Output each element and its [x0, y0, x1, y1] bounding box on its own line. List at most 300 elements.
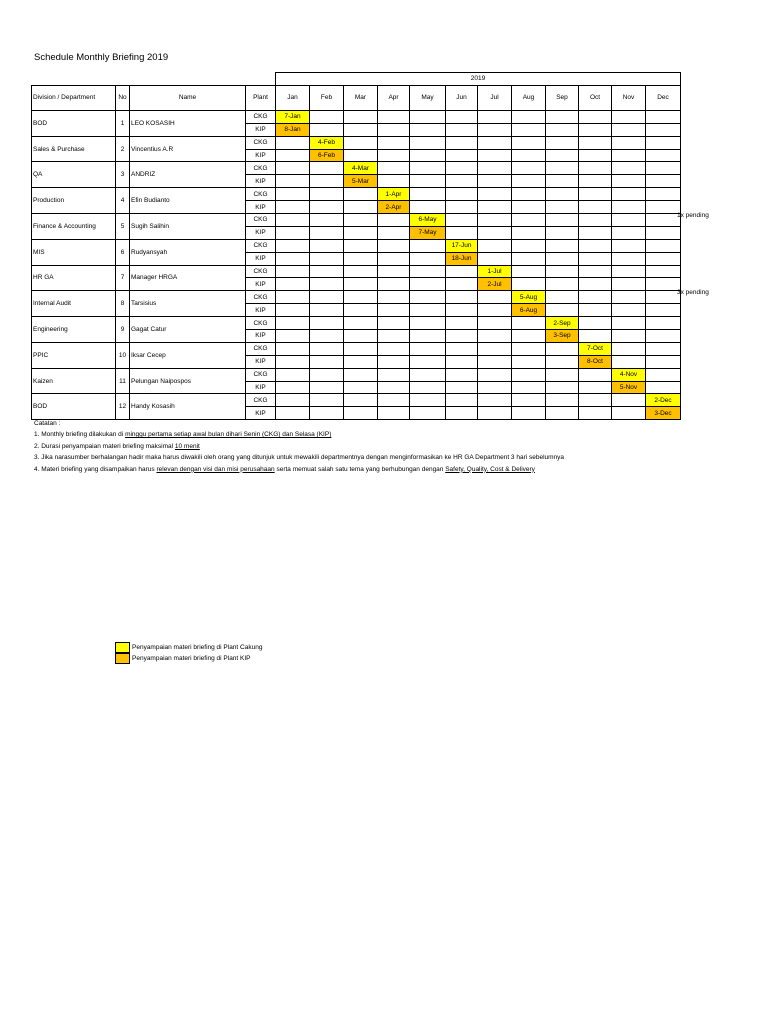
schedule-cell [276, 265, 310, 278]
schedule-cell [276, 355, 310, 368]
legend [115, 642, 262, 664]
plant-cell: CKG [246, 291, 276, 304]
schedule-cell [378, 394, 410, 407]
plant-cell: CKG [246, 188, 276, 201]
plant-cell: KIP [246, 407, 276, 420]
schedule-cell [612, 123, 646, 136]
schedule-cell [344, 342, 378, 355]
schedule-cell [546, 291, 579, 304]
header-month-jun: Jun [446, 85, 478, 110]
schedule-cell [478, 188, 512, 201]
schedule-cell [646, 291, 681, 304]
schedule-cell [579, 330, 612, 343]
schedule-date-kip: 7-May [410, 226, 446, 239]
division-cell: MIS [32, 239, 116, 265]
schedule-cell [646, 265, 681, 278]
schedule-cell [612, 265, 646, 278]
schedule-cell [478, 175, 512, 188]
name-cell: Pelungan Naipospos [130, 368, 246, 394]
no-cell: 5 [116, 214, 130, 240]
schedule-cell [579, 162, 612, 175]
schedule-cell [344, 368, 378, 381]
plant-cell: KIP [246, 149, 276, 162]
schedule-cell [276, 136, 310, 149]
schedule-cell [546, 175, 579, 188]
schedule-date-cng: 2-Dec [646, 394, 681, 407]
schedule-cell [410, 123, 446, 136]
schedule-cell [344, 291, 378, 304]
schedule-cell [579, 252, 612, 265]
schedule-date-kip: 3-Sep [546, 330, 579, 343]
schedule-cell [546, 265, 579, 278]
schedule-cell [378, 214, 410, 227]
schedule-cell [579, 368, 612, 381]
schedule-cell [646, 136, 681, 149]
schedule-cell [612, 330, 646, 343]
schedule-cell [478, 355, 512, 368]
schedule-date-kip: 8-Oct [579, 355, 612, 368]
schedule-cell [612, 110, 646, 123]
schedule-cell [446, 317, 478, 330]
plant-cell: CKG [246, 368, 276, 381]
schedule-cell [410, 201, 446, 214]
schedule-cell [446, 394, 478, 407]
schedule-cell [378, 291, 410, 304]
schedule-cell [410, 110, 446, 123]
schedule-cell [512, 381, 546, 394]
schedule-date-kip: 2-Apr [378, 201, 410, 214]
no-cell: 11 [116, 368, 130, 394]
division-cell: Kaizen [32, 368, 116, 394]
plant-cell: CKG [246, 110, 276, 123]
plant-cell: CKG [246, 317, 276, 330]
schedule-date-kip: 5-Nov [612, 381, 646, 394]
schedule-date-cng: 6-May [410, 214, 446, 227]
schedule-cell [310, 226, 344, 239]
header-month-oct: Oct [579, 85, 612, 110]
schedule-cell [276, 278, 310, 291]
schedule-cell [612, 188, 646, 201]
table-row [32, 136, 681, 149]
division-cell: Internal Audit [32, 291, 116, 317]
schedule-cell [478, 291, 512, 304]
legend-item-cng [115, 642, 262, 653]
schedule-cell [410, 330, 446, 343]
schedule-cell [646, 252, 681, 265]
schedule-cell [546, 162, 579, 175]
schedule-cell [276, 317, 310, 330]
schedule-cell [344, 394, 378, 407]
schedule-date-kip: 8-Jan [276, 123, 310, 136]
schedule-cell [612, 239, 646, 252]
schedule-cell [344, 239, 378, 252]
audit-pending-note: 3x pending [677, 289, 709, 296]
schedule-cell [546, 214, 579, 227]
header-month-aug: Aug [512, 85, 546, 110]
plant-cell: CKG [246, 265, 276, 278]
division-cell: BOD [32, 110, 116, 136]
schedule-cell [512, 136, 546, 149]
schedule-cell [546, 136, 579, 149]
schedule-cell [446, 136, 478, 149]
schedule-cell [378, 123, 410, 136]
schedule-date-cng: 1-Jul [478, 265, 512, 278]
schedule-cell [546, 149, 579, 162]
division-cell: Engineering [32, 317, 116, 343]
schedule-cell [478, 201, 512, 214]
schedule-cell [646, 278, 681, 291]
schedule-cell [310, 304, 344, 317]
schedule-cell [410, 278, 446, 291]
schedule-date-kip: 6-Feb [310, 149, 344, 162]
schedule-cell [344, 265, 378, 278]
schedule-cell [344, 278, 378, 291]
no-cell: 2 [116, 136, 130, 162]
schedule-cell [478, 317, 512, 330]
schedule-cell [512, 149, 546, 162]
name-cell: Efin Budianto [130, 188, 246, 214]
schedule-cell [410, 162, 446, 175]
schedule-date-cng: 17-Jun [446, 239, 478, 252]
schedule-cell [478, 304, 512, 317]
schedule-cell [612, 136, 646, 149]
header-spacer [32, 73, 276, 86]
schedule-cell [646, 201, 681, 214]
schedule-cell [410, 304, 446, 317]
schedule-cell [310, 291, 344, 304]
name-cell: Tarsisius [130, 291, 246, 317]
schedule-cell [446, 162, 478, 175]
schedule-cell [276, 226, 310, 239]
plant-cell: KIP [246, 175, 276, 188]
schedule-table [31, 72, 681, 420]
schedule-cell [344, 355, 378, 368]
schedule-cell [410, 317, 446, 330]
schedule-cell [478, 136, 512, 149]
schedule-cell [612, 214, 646, 227]
schedule-cell [446, 110, 478, 123]
no-cell: 4 [116, 188, 130, 214]
schedule-cell [344, 252, 378, 265]
schedule-cell [646, 188, 681, 201]
division-cell: Production [32, 188, 116, 214]
schedule-cell [512, 355, 546, 368]
schedule-cell [276, 188, 310, 201]
schedule-cell [378, 317, 410, 330]
schedule-cell [546, 239, 579, 252]
schedule-cell [646, 304, 681, 317]
schedule-cell [579, 304, 612, 317]
schedule-cell [344, 136, 378, 149]
schedule-cell [446, 149, 478, 162]
schedule-cell [646, 355, 681, 368]
schedule-cell [276, 175, 310, 188]
schedule-cell [310, 162, 344, 175]
schedule-cell [344, 214, 378, 227]
schedule-cell [512, 317, 546, 330]
plant-cell: KIP [246, 278, 276, 291]
schedule-cell [344, 317, 378, 330]
schedule-cell [310, 355, 344, 368]
schedule-date-cng: 5-Aug [512, 291, 546, 304]
schedule-cell [478, 330, 512, 343]
division-cell: QA [32, 162, 116, 188]
schedule-cell [310, 239, 344, 252]
schedule-cell [378, 304, 410, 317]
division-cell: HR GA [32, 265, 116, 291]
header-month-may: May [410, 85, 446, 110]
table-row [32, 394, 681, 407]
schedule-cell [478, 162, 512, 175]
schedule-cell [344, 149, 378, 162]
division-cell: Sales & Purchase [32, 136, 116, 162]
schedule-cell [310, 188, 344, 201]
schedule-cell [512, 239, 546, 252]
header-month-jan: Jan [276, 85, 310, 110]
schedule-body [32, 73, 681, 420]
schedule-cell [378, 226, 410, 239]
schedule-cell [512, 162, 546, 175]
schedule-cell [579, 226, 612, 239]
year-header: 2019 [276, 73, 681, 86]
schedule-cell [310, 214, 344, 227]
schedule-cell [579, 188, 612, 201]
plant-cell: CKG [246, 239, 276, 252]
division-cell: Finance & Accounting [32, 214, 116, 240]
schedule-cell [612, 175, 646, 188]
schedule-cell [546, 368, 579, 381]
schedule-cell [546, 278, 579, 291]
plant-cell: KIP [246, 355, 276, 368]
schedule-cell [276, 394, 310, 407]
schedule-cell [512, 214, 546, 227]
column-header-row [32, 85, 681, 110]
schedule-cell [512, 226, 546, 239]
name-cell: Handy Kosasih [130, 394, 246, 420]
schedule-cell [612, 317, 646, 330]
schedule-cell [512, 342, 546, 355]
notes-section [34, 418, 564, 475]
header-month-dec: Dec [646, 85, 681, 110]
schedule-cell [310, 201, 344, 214]
header-month-apr: Apr [378, 85, 410, 110]
schedule-cell [646, 123, 681, 136]
schedule-cell [446, 291, 478, 304]
name-cell: Manager HRGA [130, 265, 246, 291]
schedule-date-cng: 4-Feb [310, 136, 344, 149]
page-title: Schedule Monthly Briefing 2019 [34, 52, 169, 63]
schedule-cell [410, 136, 446, 149]
plant-cell: KIP [246, 304, 276, 317]
schedule-cell [446, 368, 478, 381]
schedule-cell [276, 330, 310, 343]
no-cell: 7 [116, 265, 130, 291]
schedule-cell [646, 342, 681, 355]
schedule-cell [546, 394, 579, 407]
schedule-cell [646, 330, 681, 343]
schedule-cell [410, 265, 446, 278]
schedule-cell [612, 149, 646, 162]
schedule-cell [579, 175, 612, 188]
schedule-cell [446, 201, 478, 214]
table-row [32, 110, 681, 123]
schedule-cell [310, 368, 344, 381]
schedule-cell [378, 342, 410, 355]
schedule-cell [478, 226, 512, 239]
schedule-cell [478, 214, 512, 227]
schedule-cell [446, 381, 478, 394]
plant-cell: CKG [246, 162, 276, 175]
schedule-cell [276, 252, 310, 265]
division-cell: PPIC [32, 342, 116, 368]
schedule-date-cng: 7-Jan [276, 110, 310, 123]
schedule-date-cng: 4-Mar [344, 162, 378, 175]
schedule-cell [310, 394, 344, 407]
schedule-cell [276, 201, 310, 214]
schedule-cell [579, 110, 612, 123]
no-cell: 3 [116, 162, 130, 188]
schedule-cell [612, 278, 646, 291]
schedule-cell [478, 239, 512, 252]
header-month-nov: Nov [612, 85, 646, 110]
schedule-cell [446, 265, 478, 278]
schedule-date-kip: 3-Dec [646, 407, 681, 420]
schedule-cell [276, 381, 310, 394]
schedule-date-kip: 18-Jun [446, 252, 478, 265]
table-row [32, 188, 681, 201]
header-month-feb: Feb [310, 85, 344, 110]
schedule-cell [378, 136, 410, 149]
note-3: 3. Jika narasumber berhalangan hadir maka harus diwakili oleh orang yang ditunjuk untuk mewakili departmentnya dengan menginformasikan ke HR GA Department 3 hari sebelumnya [34, 454, 565, 462]
schedule-cell [579, 239, 612, 252]
no-cell: 6 [116, 239, 130, 265]
table-row [32, 291, 681, 304]
schedule-cell [344, 226, 378, 239]
header-plant: Plant [246, 85, 276, 110]
schedule-cell [546, 201, 579, 214]
schedule-cell [378, 149, 410, 162]
plant-cell: CKG [246, 214, 276, 227]
schedule-cell [579, 136, 612, 149]
no-cell: 9 [116, 317, 130, 343]
plant-cell: KIP [246, 252, 276, 265]
schedule-cell [546, 381, 579, 394]
schedule-cell [646, 214, 681, 227]
schedule-cell [276, 291, 310, 304]
schedule-cell [378, 110, 410, 123]
schedule-cell [410, 239, 446, 252]
name-cell: Rudyansyah [130, 239, 246, 265]
schedule-cell [512, 278, 546, 291]
schedule-cell [310, 381, 344, 394]
schedule-cell [512, 110, 546, 123]
schedule-cell [546, 252, 579, 265]
schedule-cell [579, 149, 612, 162]
plant-cell: CKG [246, 342, 276, 355]
name-cell: Iksar Cecep [130, 342, 246, 368]
plant-cell: KIP [246, 123, 276, 136]
schedule-cell [646, 162, 681, 175]
schedule-cell [512, 188, 546, 201]
schedule-date-cng: 7-Oct [579, 342, 612, 355]
schedule-cell [446, 330, 478, 343]
legend-swatch-kip [115, 653, 130, 664]
schedule-cell [612, 201, 646, 214]
schedule-cell [579, 291, 612, 304]
schedule-cell [344, 123, 378, 136]
schedule-cell [446, 175, 478, 188]
schedule-cell [579, 201, 612, 214]
no-cell: 12 [116, 394, 130, 420]
schedule-cell [446, 342, 478, 355]
plant-cell: KIP [246, 381, 276, 394]
schedule-cell [276, 342, 310, 355]
schedule-cell [344, 381, 378, 394]
legend-label-cng: Penyampaian materi briefing di Plant Cakung [132, 644, 263, 651]
schedule-cell [378, 175, 410, 188]
schedule-cell [612, 252, 646, 265]
schedule-cell [646, 381, 681, 394]
schedule-cell [378, 278, 410, 291]
schedule-cell [344, 188, 378, 201]
schedule-cell [546, 342, 579, 355]
header-division: Division / Department [32, 85, 116, 110]
schedule-cell [512, 175, 546, 188]
header-name: Name [130, 85, 246, 110]
schedule-cell [276, 162, 310, 175]
schedule-cell [512, 394, 546, 407]
schedule-date-cng: 2-Sep [546, 317, 579, 330]
legend-item-kip [115, 653, 262, 664]
schedule-cell [612, 342, 646, 355]
table-row [32, 214, 681, 227]
schedule-cell [512, 368, 546, 381]
no-cell: 10 [116, 342, 130, 368]
schedule-cell [646, 317, 681, 330]
schedule-cell [410, 149, 446, 162]
schedule-cell [310, 110, 344, 123]
schedule-cell [410, 252, 446, 265]
schedule-cell [646, 226, 681, 239]
schedule-cell [579, 278, 612, 291]
schedule-cell [546, 355, 579, 368]
schedule-cell [310, 265, 344, 278]
note-2: 2. Durasi penyampaian materi briefing maksimal 10 menit [34, 442, 200, 450]
notes-heading: Catatan : [34, 420, 61, 427]
schedule-cell [612, 226, 646, 239]
schedule-cell [276, 214, 310, 227]
schedule-cell [478, 123, 512, 136]
name-cell: Gagat Catur [130, 317, 246, 343]
schedule-cell [378, 265, 410, 278]
schedule-cell [646, 239, 681, 252]
schedule-cell [646, 175, 681, 188]
schedule-cell [276, 368, 310, 381]
plant-cell: KIP [246, 330, 276, 343]
schedule-cell [546, 110, 579, 123]
schedule-cell [310, 252, 344, 265]
schedule-cell [378, 355, 410, 368]
schedule-cell [579, 394, 612, 407]
schedule-cell [512, 265, 546, 278]
schedule-cell [446, 226, 478, 239]
schedule-cell [546, 304, 579, 317]
name-cell: LEO KOSASIH [130, 110, 246, 136]
schedule-cell [478, 149, 512, 162]
schedule-cell [546, 226, 579, 239]
schedule-cell [310, 278, 344, 291]
schedule-cell [579, 265, 612, 278]
